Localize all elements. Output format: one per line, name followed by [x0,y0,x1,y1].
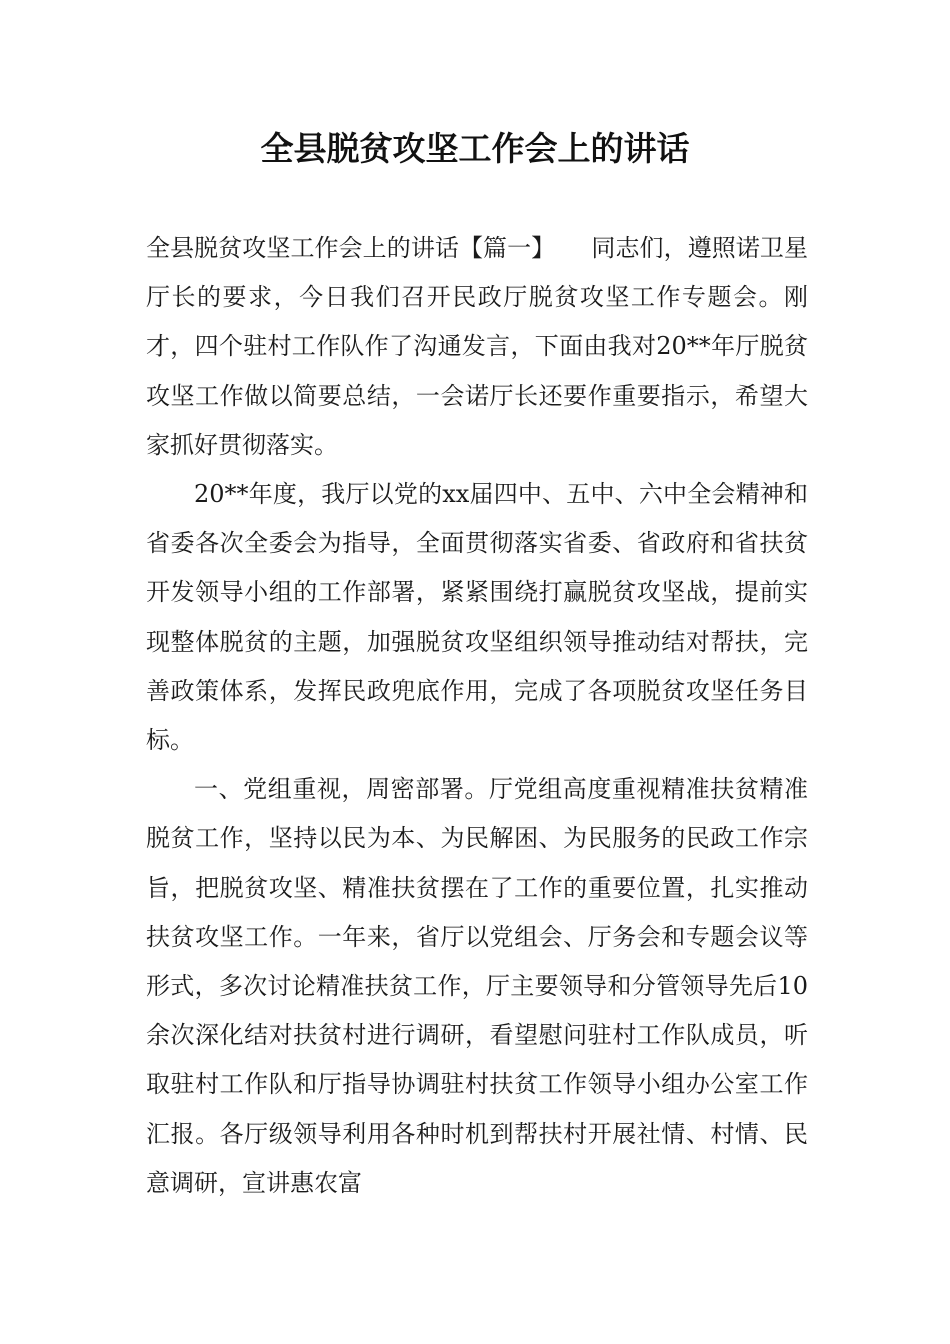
paragraph-1: 全县脱贫攻坚工作会上的讲话【篇一】 同志们，遵照诺卫星厅长的要求，今日我们召开民政厅脱贫攻坚工作专题会。刚才，四个驻村工作队作了沟通发言，下面由我对20**年厅脱贫攻坚工作做以简要总结，一会诺厅长还要作重要指示，希望大家抓好贯彻落实。 [146,234,808,459]
document-title: 全县脱贫攻坚工作会上的讲话 [260,129,690,168]
document-body [146,224,808,1208]
paragraph-3: 一、党组重视，周密部署。厅党组高度重视精准扶贫精准脱贫工作，坚持以民为本、为民解困、为民服务的民政工作宗旨，把脱贫攻坚、精准扶贫摆在了工作的重要位置，扎实推动扶贫攻坚工作。一年来，省厅以党组会、厅务会和专题会议等形式，多次讨论精准扶贫工作，厅主要领导和分管领导先后10余次深化结对扶贫村进行调研，看望慰问驻村工作队成员，听取驻村工作队和厅指导协调驻村扶贫工作领导小组办公室工作汇报。各厅级领导利用各种时机到帮扶村开展社情、村情、民意调研，宣讲惠农富 [146,775,808,1197]
paragraph-2: 20**年度，我厅以党的xx届四中、五中、六中全会精神和省委各次全委会为指导，全面贯彻落实省委、省政府和省扶贫开发领导小组的工作部署，紧紧围绕打赢脱贫攻坚战，提前实现整体脱贫的主题，加强脱贫攻坚组织领导推动结对帮扶，完善政策体系，发挥民政兜底作用，完成了各项脱贫攻坚任务目标。 [146,480,808,755]
